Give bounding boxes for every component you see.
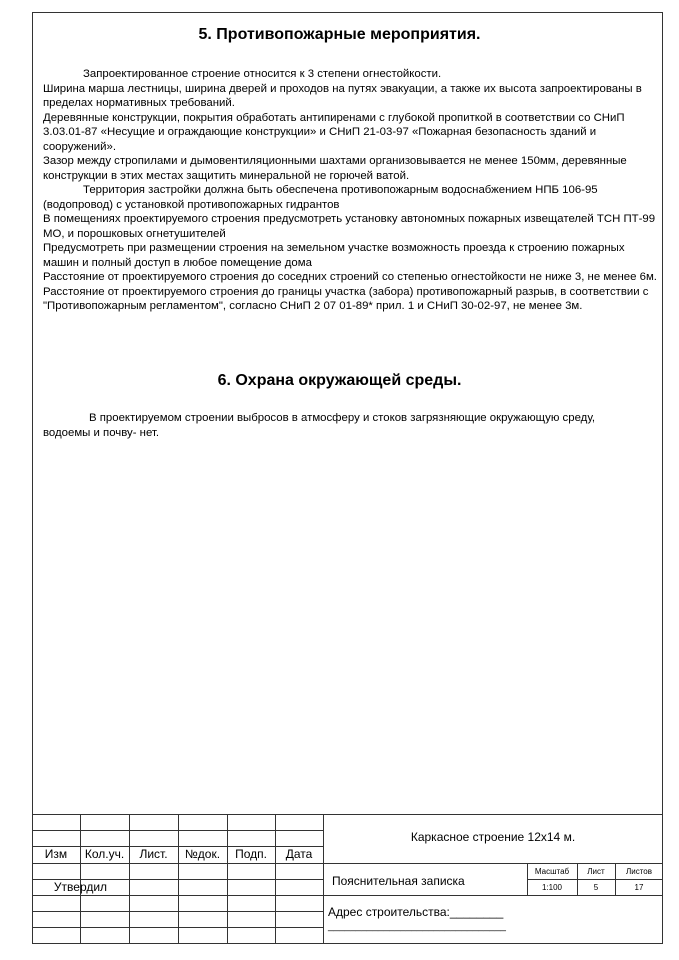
col-label: Лист. bbox=[139, 847, 168, 861]
section6-body bbox=[43, 411, 643, 440]
paragraph: В помещениях проектируемого строения предусмотреть установку автономных пожарных извещателей ТСН ПТ-99 МО, и порошковых огнетушителей bbox=[43, 213, 656, 240]
paragraph: Запроектированное строение относится к 3 степени огнестойкости. bbox=[83, 68, 442, 80]
doc-type: Пояснительная записка bbox=[332, 874, 465, 888]
sheet-value: 5 bbox=[593, 883, 599, 892]
paragraph: Зазор между стропилами и дымовентиляционными шахтами организовывается не менее 150мм, деревянные конструкции в этих местах защитить минеральной не горючей ватой. bbox=[43, 155, 627, 182]
sheet-label: Лист bbox=[587, 867, 605, 876]
paragraph: Территория застройки должна быть обеспечена противопожарным водоснабжением НПБ 106-95 (водопровод) с установкой противопожарных гидрантов bbox=[43, 184, 598, 211]
section5-body bbox=[43, 67, 661, 314]
col-label: Изм bbox=[44, 847, 68, 861]
sheets-label: Листов bbox=[626, 867, 652, 876]
section6-title: 6. Охрана окружающей среды. bbox=[217, 372, 462, 389]
project-name: Каркасное строение 12х14 м. bbox=[410, 830, 576, 844]
col-label: №док. bbox=[184, 847, 221, 861]
col-label: Дата bbox=[285, 847, 313, 861]
sheets-value: 17 bbox=[634, 883, 644, 892]
paragraph: В проектируемом строении выбросов в атмосферу и стоков загрязняющие окружающую среду, водоемы и почву- нет. bbox=[43, 412, 596, 439]
paragraph: Предусмотреть при размещении строения на земельном участке возможность проезда к строению пожарных машин и полный доступ в любое помещение дома bbox=[43, 242, 625, 269]
paragraph: Деревянные конструкции, покрытия обработать антипиренами с глубокой пропиткой в соответствии со СНиП 3.03.01-87 «Несущие и ограждающие конструкции» и СНиП 21-03-97 «Пожарная безопасность зданий и сооружений». bbox=[43, 111, 625, 153]
col-label: Кол.уч. bbox=[84, 847, 125, 861]
paragraph: Расстояние от проектируемого строения до границы участка (забора) противопожарный разрыв, в соответствии с "Противопожарным регламентом", согласно СНиП 2 07 01-89* прил. 1 и СНиП 30-02-97, не менее 3м. bbox=[43, 285, 649, 312]
approved-label: Утвердил bbox=[53, 880, 108, 894]
title-block bbox=[32, 814, 663, 944]
scale-value: 1:100 bbox=[541, 883, 563, 892]
paragraph: Расстояние от проектируемого строения до соседних строений со степенью огнестойкости не ниже 3, не менее 6м. bbox=[43, 271, 657, 283]
scale-label: Масштаб bbox=[534, 867, 570, 876]
section5-title: 5. Противопожарные мероприятия. bbox=[198, 26, 481, 43]
paragraph: Ширина марша лестницы, ширина дверей и проходов на путях эвакуации, а также их высота запроектированы в пределах нормативных требований. bbox=[43, 82, 642, 109]
col-label: Подп. bbox=[235, 847, 267, 861]
address-line2: ________________________________ bbox=[328, 921, 506, 932]
address: Адрес строительства:________ bbox=[328, 905, 504, 919]
